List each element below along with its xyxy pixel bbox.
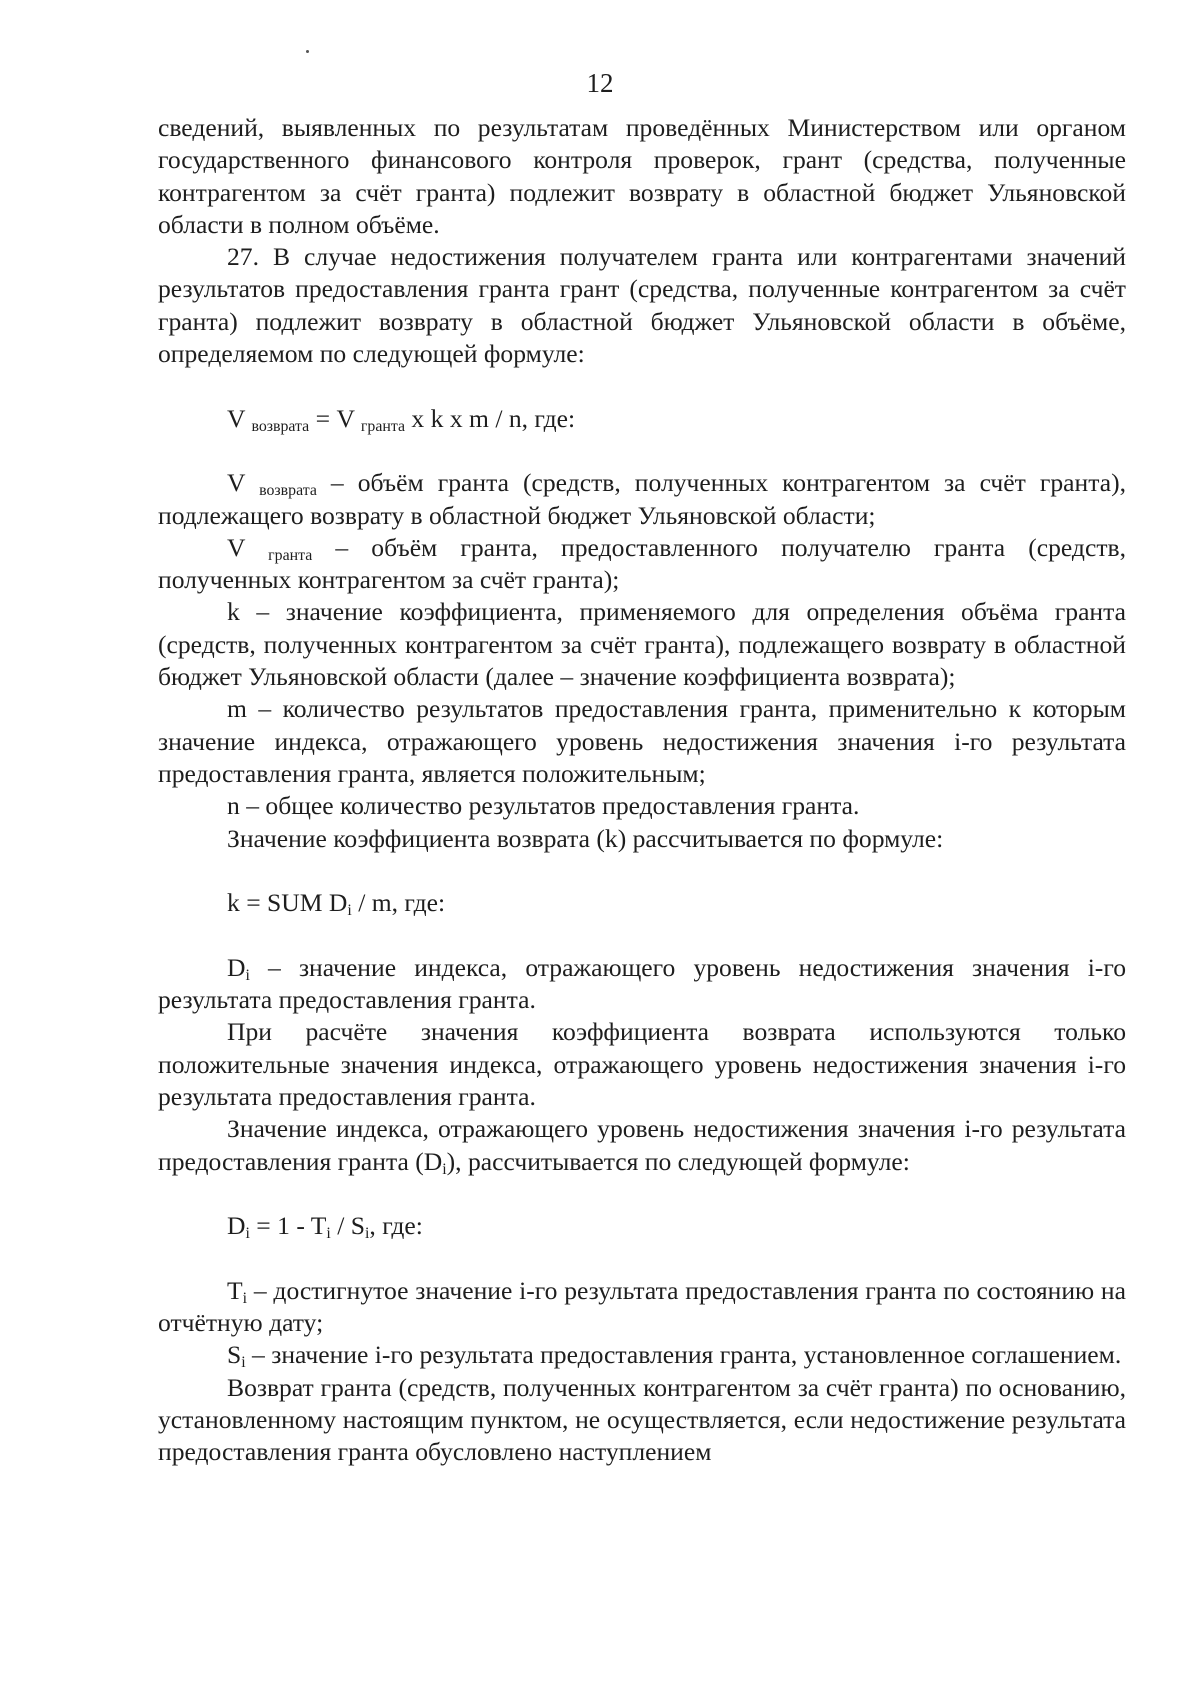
definition-k: k – значение коэффициента, применяемого для определения объёма гранта (средств, полученных контрагентом за счёт гранта), подлежащего возврату в областной бюджет Ульяновской области (далее – значение коэффициента возврата); (158, 597, 1126, 692)
paragraph-k-formula-intro: Значение коэффициента возврата (k) рассчитывается по формуле: (227, 823, 944, 853)
formula-sub-grant: гранта (360, 417, 406, 435)
formula-v: V (227, 403, 246, 433)
paragraph-continuation: сведений, выявленных по результатам проведённых Министерством или органом государственного финансового контроля проверок, грант (средства, полученные контрагентом за счёт гранта) подлежит возврату в областной бюджет Ульяновской области в полном объёме. (158, 113, 1126, 239)
body-text (158, 112, 1126, 1468)
formula-k: k = SUM $D_i$ / m, где: (227, 888, 446, 920)
definition-v-return: V $_{возврата}$ – объём гранта (средств, полученных контрагентом за счёт гранта), подлежащего возврату в областной бюджет Ульяновской области; (158, 468, 1126, 530)
definition-m: m – количество результатов предоставления гранта, применительно к которым значение индекса, отражающего уровень недостижения значения i-го результата предоставления гранта, является положительным; (158, 694, 1126, 788)
definition-ti: $T_i$ – достигнутое значение i-го результата предоставления гранта по состоянию на отчётную дату; (158, 1275, 1126, 1337)
paragraph-positive-values: При расчёте значения коэффициента возврата используются только положительные значения индекса, отражающего уровень недостижения значения i-го результата предоставления гранта. (158, 1017, 1126, 1111)
definition-si: $S_i$ – значение i-го результата предоставления гранта, установленное соглашением. (227, 1340, 1122, 1372)
definition-n: n – общее количество результатов предоставления гранта. (227, 791, 860, 821)
definition-v-grant: V $_{гранта}$ – объём гранта, предоставленного получателю гранта (средств, полученных контрагентом за счёт гранта); (158, 532, 1126, 595)
scan-speck (306, 50, 309, 53)
paragraph-di-formula-intro: Значение индекса, отражающего уровень недостижения значения i-го результата предоставления гранта $(D_i)$, рассчитывается по следующей формуле: (158, 1114, 1126, 1178)
formula-di: $D_i = 1 - T_i / S_i$, где: (227, 1211, 423, 1243)
formula-sub-return: возврата (251, 417, 310, 435)
definition-di: $D_i$ – значение индекса, отражающего уровень недостижения значения i-го результата предоставления гранта. (158, 952, 1126, 1015)
paragraph-clause-27: 27. В случае недостижения получателем гранта или контрагентами значений результатов предоставления гранта грант (средства, полученные контрагентом за счёт гранта) подлежит возврату в областной бюджет Ульяновской области в объёме, определяемом по следующей формуле: (158, 242, 1126, 369)
page-number: 12 (586, 68, 614, 98)
formula-return-volume: V $_{возврата}$ = V $_{гранта}$ x k x m / n, где: (227, 403, 576, 435)
paragraph-no-return: Возврат гранта (средств, полученных контрагентом за счёт гранта) по основанию, установленному настоящим пунктом, не осуществляется, если недостижение результата предоставления гранта обусловлено наступлением (158, 1372, 1126, 1467)
